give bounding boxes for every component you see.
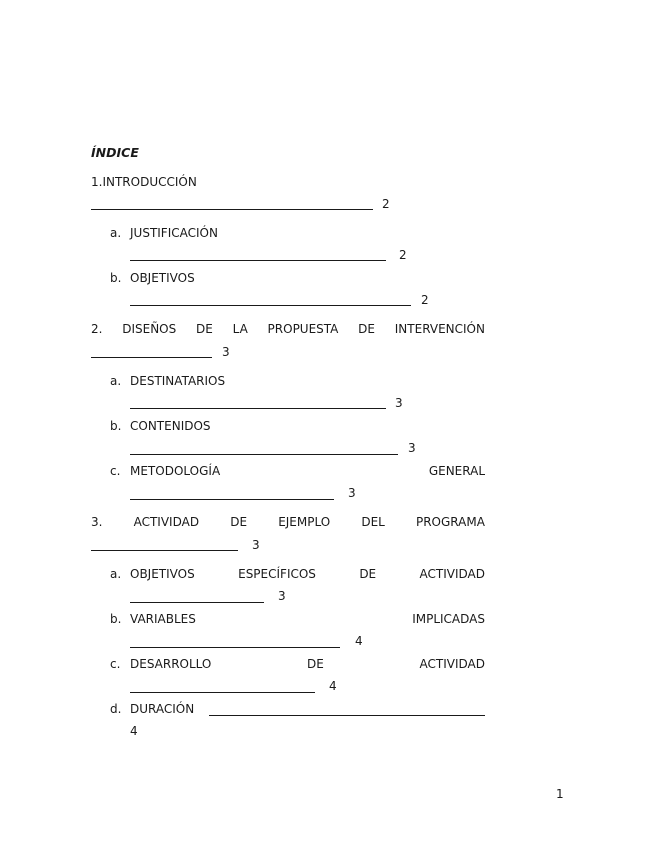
list-marker: a. [110, 374, 122, 388]
section-title: JUSTIFICACIÓN [130, 226, 218, 240]
section-word: EJEMPLO [278, 515, 331, 529]
page-ref: 2 [382, 197, 390, 211]
list-marker: d. [110, 702, 122, 716]
section-word: ACTIVIDAD [419, 657, 485, 671]
list-marker: a. [110, 226, 122, 240]
toc-entry-objetivos-especificos[interactable] [130, 567, 485, 581]
page-ref: 3 [348, 486, 356, 500]
section-word: DISEÑOS [122, 322, 177, 336]
leader-line [130, 260, 386, 261]
toc-entry-destinatarios[interactable] [130, 374, 225, 388]
toc-entry-disenos[interactable] [91, 322, 485, 336]
section-title: DURACIÓN [130, 702, 195, 716]
leader-line [209, 715, 485, 716]
section-word: METODOLOGÍA [130, 464, 221, 478]
page-ref: 3 [408, 441, 416, 455]
page-ref: 3 [222, 345, 230, 359]
section-number: 3. [91, 515, 103, 529]
page-ref: 2 [421, 293, 429, 307]
section-word: DE [230, 515, 248, 529]
list-marker: a. [110, 567, 122, 581]
toc-entry-justificacion[interactable] [130, 226, 218, 240]
section-title: DESTINATARIOS [130, 374, 226, 388]
list-marker: c. [110, 657, 121, 671]
toc-entry-actividad[interactable] [91, 515, 485, 529]
section-word: LA [232, 322, 248, 336]
section-word: DE [307, 657, 324, 671]
leader-line [91, 550, 238, 551]
list-marker: b. [110, 612, 122, 626]
section-word: PROGRAMA [415, 515, 485, 529]
toc-entry-desarrollo[interactable] [130, 657, 485, 671]
section-word: DE [358, 322, 375, 336]
section-word: INTERVENCIÓN [394, 322, 485, 336]
section-word: PROPUESTA [267, 322, 339, 336]
list-marker: c. [110, 464, 121, 478]
leader-line [130, 692, 315, 693]
section-word: OBJETIVOS [130, 567, 195, 581]
page-ref: 4 [329, 679, 337, 693]
page-ref: 4 [355, 634, 363, 648]
leader-line [130, 499, 334, 500]
page-ref: 2 [399, 248, 407, 262]
page-ref: 3 [252, 538, 260, 552]
section-word: DEL [361, 515, 385, 529]
page-ref: 4 [130, 724, 138, 738]
leader-line [130, 305, 411, 306]
leader-line [130, 647, 340, 648]
list-marker: b. [110, 271, 122, 285]
section-word: ACTIVIDAD [133, 515, 200, 529]
toc-entry-objetivos[interactable] [130, 271, 195, 285]
page-ref: 3 [395, 396, 403, 410]
section-word: ACTIVIDAD [419, 567, 485, 581]
toc-entry-introduccion[interactable] [91, 175, 197, 189]
section-word: DESARROLLO [130, 657, 212, 671]
page-ref: 3 [278, 589, 286, 603]
toc-entry-metodologia[interactable] [130, 464, 485, 478]
section-word: VARIABLES [130, 612, 196, 626]
section-title: INTRODUCCIÓN [102, 175, 197, 189]
section-word: IMPLICADAS [412, 612, 485, 626]
section-number: 2. [91, 322, 103, 336]
section-word: ESPECÍFICOS [238, 567, 316, 581]
section-title: CONTENIDOS [130, 419, 211, 433]
list-marker: b. [110, 419, 122, 433]
section-word: DE [196, 322, 213, 336]
section-title: OBJETIVOS [130, 271, 195, 285]
toc-entry-contenidos[interactable] [130, 419, 211, 433]
page-number: 1 [556, 787, 564, 801]
leader-line [91, 357, 212, 358]
toc-entry-duracion[interactable] [130, 702, 194, 716]
toc-entry-variables[interactable] [130, 612, 485, 626]
leader-line [130, 454, 398, 455]
section-word: GENERAL [428, 464, 485, 478]
section-word: DE [359, 567, 377, 581]
leader-line [130, 408, 386, 409]
leader-line [130, 602, 264, 603]
leader-line [91, 209, 373, 210]
index-title: ÍNDICE [91, 145, 139, 160]
section-number: 1. [91, 175, 103, 189]
